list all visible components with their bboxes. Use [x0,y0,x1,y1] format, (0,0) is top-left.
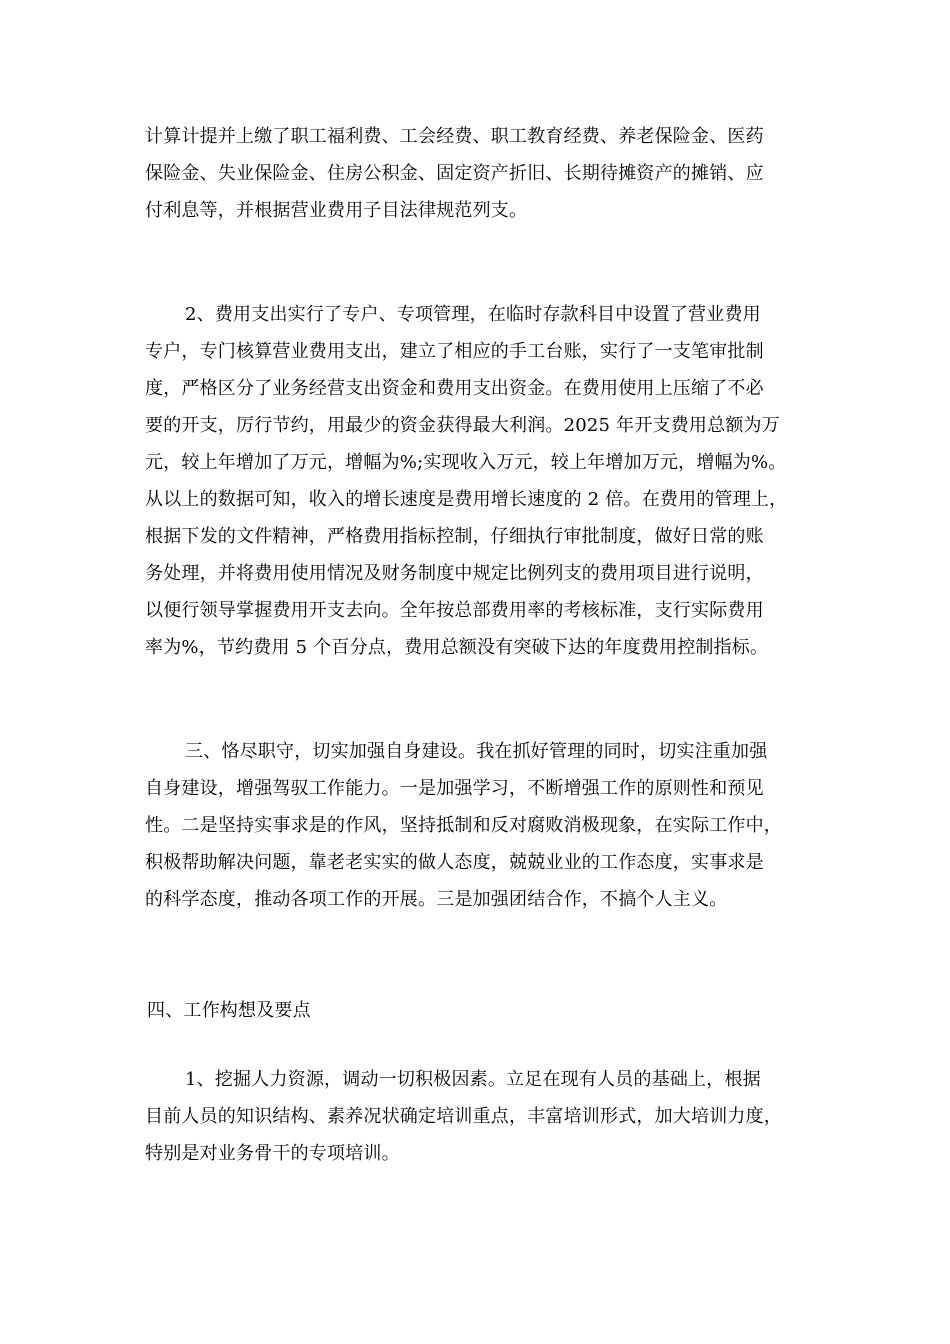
text-line: 自身建设，增强驾驭工作能力。一是加强学习，不断增强工作的原则性和预见 [145,778,764,799]
paragraph-human-resources [145,1061,805,1172]
section-heading: 四、工作构想及要点 [147,1000,311,1021]
text-line: 保险金、失业保险金、住房公积金、固定资产折旧、长期待摊资产的摊销、应 [145,163,764,184]
text-line: 2、费用支出实行了专户、专项管理，在临时存款科目中设置了营业费用 [185,304,761,325]
text-line: 要的开支，厉行节约，用最少的资金获得最大利润。2025 年开支费用总额为万 [145,415,780,436]
text-line: 的科学态度，推动各项工作的开展。三是加强团结合作，不搞个人主义。 [145,889,728,910]
text-line: 性。二是坚持实事求是的作风，坚持抵制和反对腐败消极现象，在实际工作中， [145,815,782,836]
text-line: 从以上的数据可知，收入的增长速度是费用增长速度的 2 倍。在费用的管理上， [145,489,788,510]
text-line: 度，严格区分了业务经营支出资金和费用支出资金。在费用使用上压缩了不必 [145,378,764,399]
text-line: 目前人员的知识结构、素养况状确定培训重点，丰富培训形式，加大培训力度， [145,1106,782,1127]
text-line: 积极帮助解决问题，靠老老实实的做人态度，兢兢业业的工作态度，实事求是 [145,852,764,873]
text-line: 务处理，并将费用使用情况及财务制度中规定比例列支的费用项目进行说明， [145,563,764,584]
paragraph-expense-management [145,296,805,666]
text-line: 计算计提并上缴了职工福利费、工会经费、职工教育经费、养老保险金、医药 [145,126,764,147]
text-line: 专户，专门核算营业费用支出，建立了相应的手工台账，实行了一支笔审批制 [145,341,764,362]
text-line: 以便行领导掌握费用开支去向。全年按总部费用率的考核标准，支行实际费用 [145,600,764,621]
text-line: 三、恪尽职守，切实加强自身建设。我在抓好管理的同时，切实注重加强 [185,741,768,762]
section-heading-work-plan [145,992,805,1029]
text-line: 元，较上年增加了万元，增幅为%;实现收入万元，较上年增加万元，增幅为%。 [145,452,787,473]
paragraph-self-development [145,733,805,918]
text-line: 1、挖掘人力资源，调动一切积极因素。立足在现有人员的基础上，根据 [185,1069,761,1090]
text-line: 特别是对业务骨干的专项培训。 [145,1143,400,1164]
paragraph-expense-items [145,118,805,229]
text-line: 付利息等，并根据营业费用子目法律规范列支。 [145,200,528,221]
text-line: 根据下发的文件精神，严格费用指标控制，仔细执行审批制度，做好日常的账 [145,526,764,547]
text-line: 率为%，节约费用 5 个百分点，费用总额没有突破下达的年度费用控制指标。 [145,637,769,658]
